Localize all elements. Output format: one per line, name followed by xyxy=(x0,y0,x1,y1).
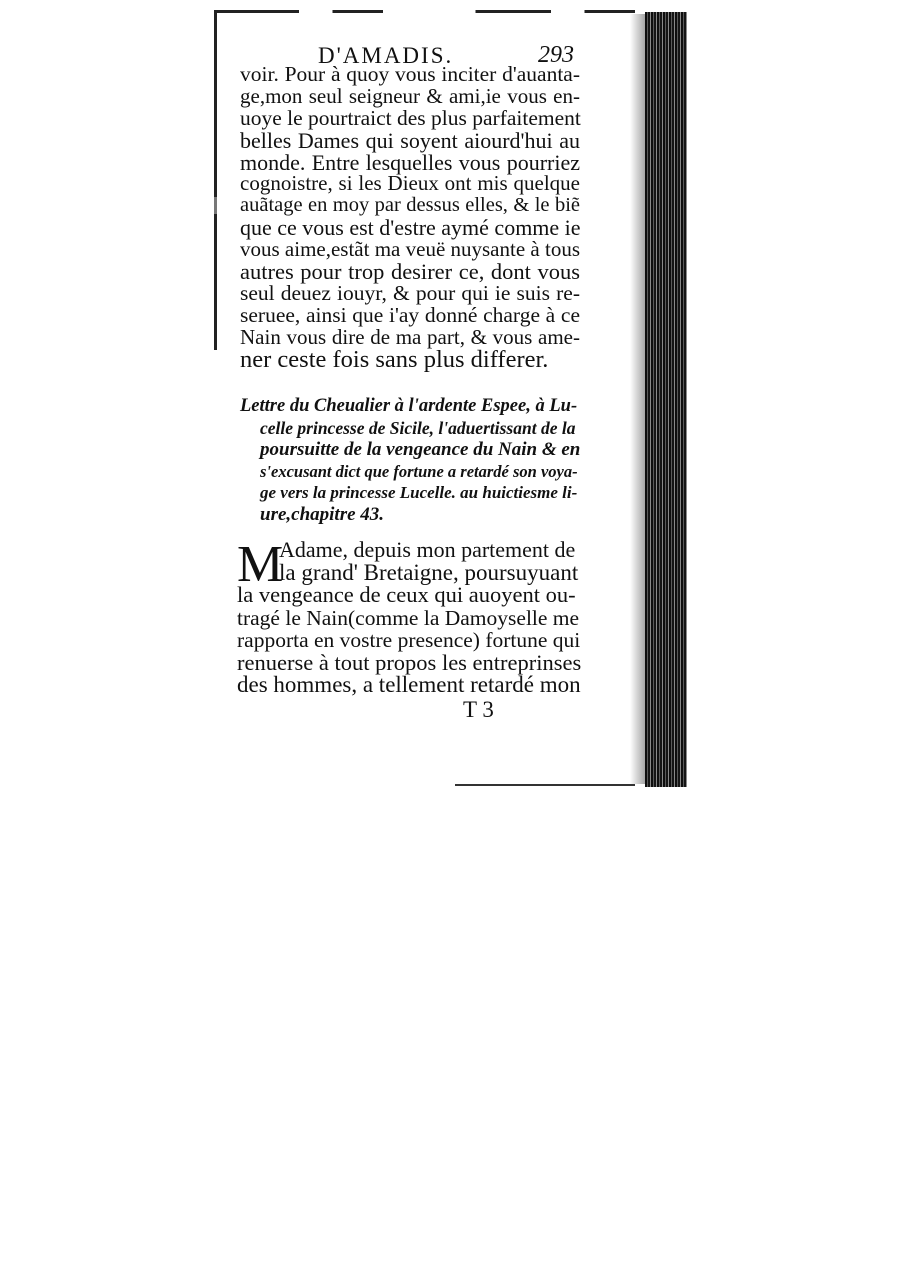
heading-line: ure,chapitre 43. xyxy=(260,503,385,525)
text-line: la grand' Bretaigne, poursuyuant xyxy=(279,559,579,585)
gutter-shadow xyxy=(630,14,645,784)
drop-cap-initial: M xyxy=(237,536,284,593)
text-line-last: ner ceste fois sans plus differer. xyxy=(240,345,549,373)
book-page-edge xyxy=(645,12,687,787)
bottom-border-rule xyxy=(455,784,635,786)
letter-body-continued xyxy=(240,62,581,373)
letter-body xyxy=(237,536,582,697)
text-line: uoye le pourtraict des plus parfaitement xyxy=(240,105,581,130)
text-line: la vengeance de ceux qui auoyent ou- xyxy=(237,582,576,607)
text-line: que ce vous est d'estre aymé comme ie xyxy=(240,215,581,241)
text-line: renuerse à tout propos les entreprinses xyxy=(237,649,582,675)
heading-line: celle princesse de Sicile, l'aduertissant de la xyxy=(260,417,576,438)
text-line: des hommes, a tellement retardé mon xyxy=(237,672,581,697)
heading-line: ge vers la princesse Lucelle. au huictiesme li- xyxy=(260,483,578,502)
running-head: D'AMADIS. xyxy=(318,43,454,68)
heading-line: Lettre du Cheualier à l'ardente Espee, à Lu- xyxy=(240,396,578,416)
text-line: Nain vous dire de ma part, & vous ame- xyxy=(240,324,580,349)
text-line: autres pour trop desirer ce, dont vous xyxy=(240,259,580,285)
text-line: voir. Pour à quoy vous inciter d'auanta- xyxy=(240,62,580,86)
text-line: auãtage en moy par dessus elles, & le biẽ xyxy=(240,194,580,217)
text-line: Adame, depuis mon partement de xyxy=(279,537,576,562)
text-line: monde. Entre lesquelles vous pourriez xyxy=(240,149,580,175)
text-line: belles Dames qui soyent aiourd'hui au xyxy=(240,127,580,153)
text-line: seruee, ainsi que i'ay donné charge à ce xyxy=(240,302,580,327)
text-line: rapporta en vostre presence) fortune qui xyxy=(237,628,581,652)
signature-mark: T 3 xyxy=(463,697,494,722)
text-line: ge,mon seul seigneur & ami,ie vous en- xyxy=(240,83,580,108)
left-border-rule xyxy=(214,10,217,350)
text-line: cognoistre, si les Dieux ont mis quelque xyxy=(240,171,580,196)
heading-line: poursuitte de la vengeance du Nain & en xyxy=(260,439,581,460)
heading-line: s'excusant dict que fortune a retardé son voya- xyxy=(260,461,578,481)
text-line: vous aime,estãt ma veuë nuysante à tous xyxy=(240,237,580,262)
page-number: 293 xyxy=(538,42,574,68)
text-line: seul deuez iouyr, & pour qui ie suis re- xyxy=(240,280,580,305)
top-border-rule xyxy=(215,10,635,13)
text-line: tragé le Nain(comme la Damoyselle me xyxy=(237,605,580,630)
chapter-heading xyxy=(240,396,580,525)
